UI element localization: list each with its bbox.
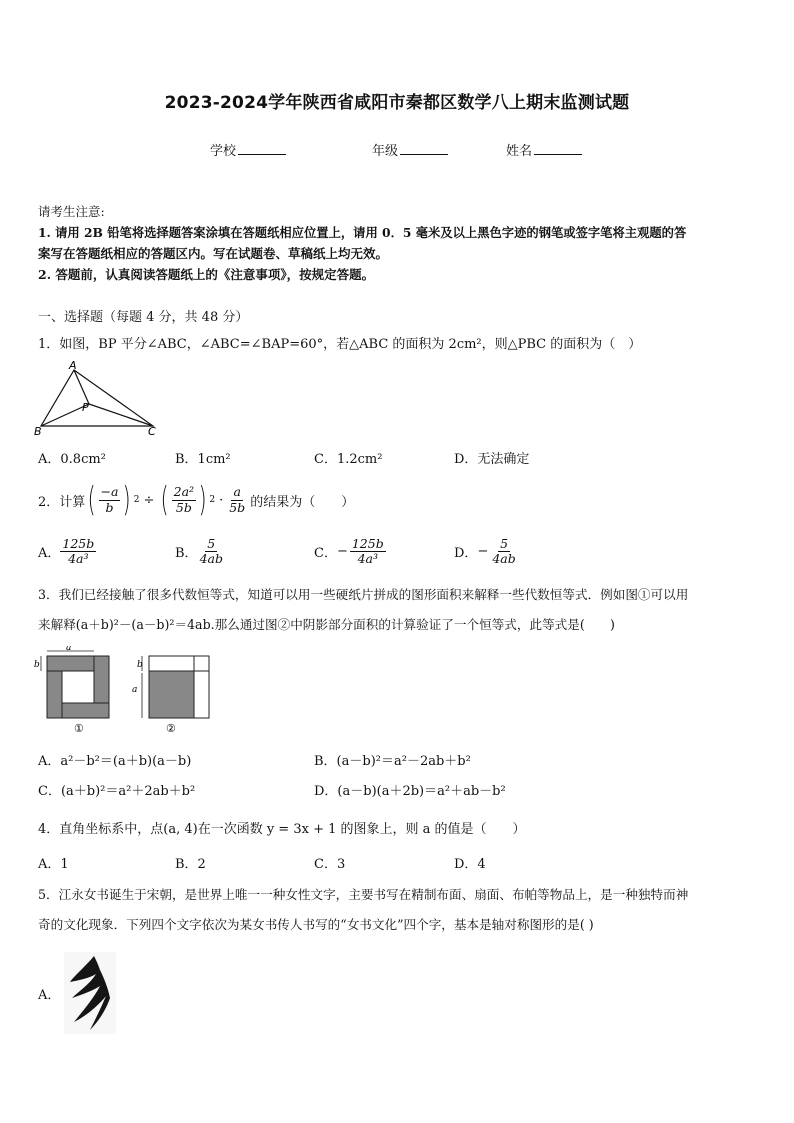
q3-option-b[interactable]: B．(a－b)²＝a²－2ab＋b² [314, 754, 471, 769]
figure-2-square [128, 646, 218, 738]
q1-option-a[interactable]: A．0.8cm² [38, 452, 106, 467]
q2-option-c[interactable]: C． − $\frac{125b}{\text{4a³}}$ [314, 536, 384, 567]
question-3-line-2: 来解释(a＋b)²－(a－b)²＝4ab.那么通过图②中阴影部分面积的计算验证了一个恒等式，此等式是( ) [38, 617, 615, 632]
notice-line-1a: 1. 请用 2B 铅笔将选择题答案涂填在答题纸相应位置上，请用 0．5 毫米及以上黑色字迹的钢笔或签字笔将主观题的答 [38, 225, 687, 240]
name-blank[interactable] [534, 142, 582, 155]
fig1-caption: ① [74, 722, 84, 735]
page-title: 2023-2024学年陕西省咸阳市秦都区数学八上期末监测试题 [164, 93, 630, 113]
q2-fraction-3: $\frac{a}{5b}$ [229, 484, 246, 515]
fig2-caption: ② [166, 722, 176, 735]
fig1-label-a: a [66, 646, 72, 653]
q1-option-d[interactable]: D．无法确定 [454, 452, 530, 467]
question-2-expression: 2．计算 ( $\frac{-a}{b}$ ) 2 ÷ ( $\frac{\text{2a²}}{5b}$ ) 2 · $\frac{a}{5b}$ 的结果为（ ） [38, 480, 355, 520]
name-label: 姓名 [506, 144, 533, 159]
fig2-label-a: a [132, 685, 138, 695]
q4-option-d[interactable]: D．4 [454, 857, 486, 872]
triangle-figure [32, 360, 162, 436]
grade-field[interactable] [372, 140, 448, 159]
question-5-line-1: 5．江永女书诞生于宋朝，是世界上唯一一种女性文字，主要书写在精制布面、扇面、布帕等物品上，是一种独特而神 [38, 887, 689, 902]
q2-fraction-2: $\frac{\text{2a²}}{5b}$ [173, 484, 195, 515]
notice-heading: 请考生注意: [38, 204, 105, 219]
q4-option-c[interactable]: C．3 [314, 857, 346, 872]
label-a: A [69, 360, 77, 372]
nushu-character-image [64, 952, 116, 1034]
school-label: 学校 [210, 144, 237, 159]
notice-line-2: 2. 答题前，认真阅读答题纸上的《注意事项》，按规定答题。 [38, 267, 375, 282]
grade-label: 年级 [372, 144, 399, 159]
q2-suffix: 的结果为（ ） [250, 494, 355, 510]
fig2-label-b: b [137, 660, 143, 670]
school-field[interactable] [210, 140, 286, 159]
grade-blank[interactable] [400, 142, 448, 155]
question-4-text: 4．直角坐标系中，点(a, 4)在一次函数 y = 3x + 1 的图象上，则 a 的值是（ ） [38, 822, 526, 837]
q3-option-d[interactable]: D．(a－b)(a＋2b)＝a²＋ab－b² [314, 784, 506, 799]
q3-option-c[interactable]: C．(a＋b)²＝a²＋2ab＋b² [38, 784, 196, 799]
q5-option-a-label[interactable]: A． [38, 988, 61, 1003]
q4-option-a[interactable]: A．1 [38, 857, 69, 872]
notice-line-1b: 案写在答题纸相应的答题区内。写在试题卷、草稿纸上均无效。 [38, 246, 389, 261]
label-p: P [82, 401, 89, 414]
q2-prefix: 2．计算 [38, 494, 86, 510]
question-5-line-2: 奇的文化现象．下列四个文字依次为某女书传人书写的“女书文化”四个字，基本是轴对称图形的是( ) [38, 917, 594, 932]
q2-option-b[interactable]: B． $\frac{5}{4ab}$ [175, 536, 223, 567]
q2-option-a[interactable]: A． $\frac{125b}{\text{4a³}}$ [38, 536, 95, 567]
label-b: B [34, 425, 42, 436]
question-3-line-1: 3．我们已经接触了很多代数恒等式，知道可以用一些硬纸片拼成的图形面积来解释一些代数恒等式．例如图①可以用 [38, 587, 689, 602]
q4-option-b[interactable]: B．2 [175, 857, 206, 872]
question-1-text: 1．如图，BP 平分∠ABC，∠ABC=∠BAP=60°，若△ABC 的面积为 2cm²，则△PBC 的面积为（ ） [38, 337, 642, 352]
fig1-label-b: b [34, 660, 40, 670]
q2-option-d[interactable]: D． − $\frac{5}{4ab}$ [454, 536, 516, 567]
q1-option-b[interactable]: B．1cm² [175, 452, 231, 467]
q3-option-a[interactable]: A．a²－b²＝(a＋b)(a－b) [38, 754, 192, 769]
q2-fraction-1: $\frac{-a}{b}$ [100, 484, 119, 515]
section-heading: 一、选择题（每题 4 分，共 48 分） [38, 310, 249, 325]
name-field[interactable] [506, 140, 582, 159]
label-c: C [148, 425, 156, 436]
school-blank[interactable] [238, 142, 286, 155]
q1-option-c[interactable]: C．1.2cm² [314, 452, 383, 467]
